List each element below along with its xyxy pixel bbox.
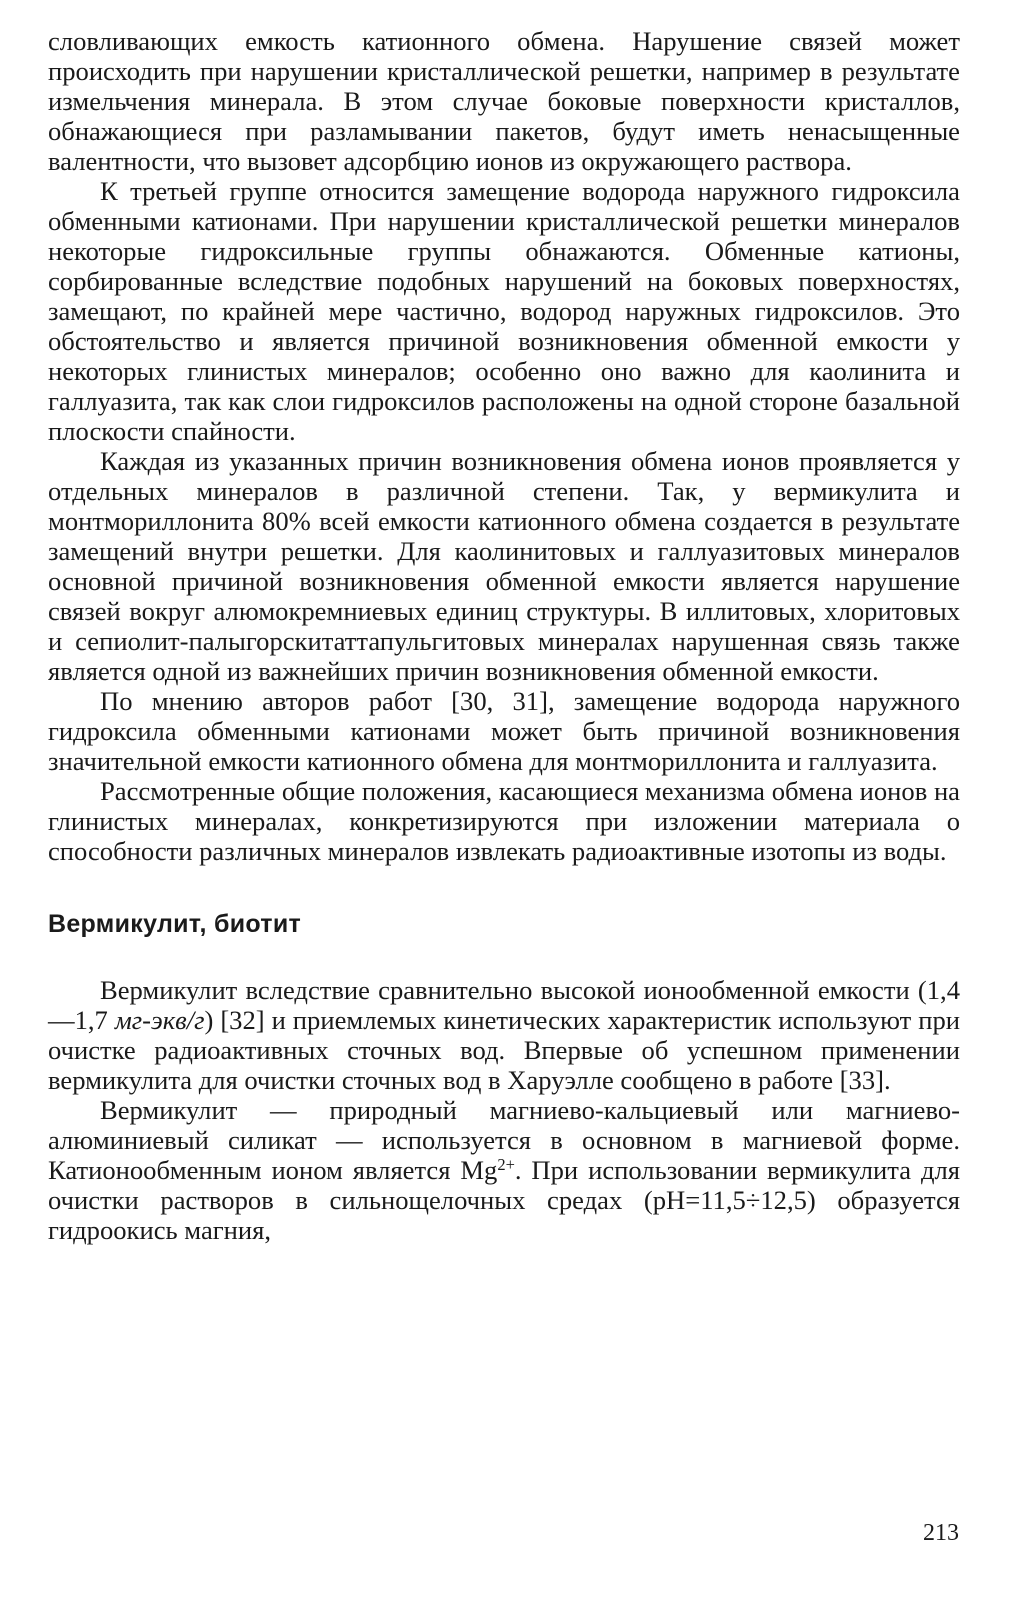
- paragraph-3: Каждая из указанных причин возникновения обмена ионов проявляется у отдельных минералов в различной степени. Так, у вермикулита и монтмориллонита 80% всей емкости катионного обмена создается в результате замещений внутри решетки. Для каолинитовых и галлуазитовых минералов основной причиной возникновения обменной емкости является нарушение связей вокруг алюмокремниевых единиц структуры. В иллитовых, хлоритовых и сепиолит-палыгорскитаттапульгитовых минералах нарушенная связь также является одной из важнейших причин возникновения обменной емкости.: [48, 446, 960, 686]
- paragraph-6-text-start: Вермикулит вследствие сравнительно высокой ионообменной емкости (1,4—1,7: [48, 975, 960, 1035]
- paragraph-2: К третьей группе относится замещение водорода наружного гидроксила обменными катионами. При нарушении кристаллической решетки минералов некоторые гидроксильные группы обнажаются. Обменные катионы, сорбированные вследствие подобных нарушений на боковых поверхностях, замещают, по крайней мере частично, водород наружных гидроксилов. Это обстоятельство и является причиной возникновения обменной емкости у некоторых глинистых минералов; особенно оно важно для каолинита и галлуазита, так как слои гидроксилов расположены на одной стороне базальной плоскости спайности.: [48, 176, 960, 446]
- paragraph-7-text-end: . При использовании вермикулита для очистки растворов в сильнощелочных средах (pH=11,5÷12,5) образуется гидроокись магния,: [48, 1155, 960, 1245]
- paragraph-5: Рассмотренные общие положения, касающиеся механизма обмена ионов на глинистых минералах, конкретизируются при изложении материала о способности различных минералов извлекать радиоактивные изотопы из воды.: [48, 776, 960, 866]
- unit-italic: мг-экв/г: [114, 1005, 205, 1035]
- page-number: 213: [923, 1520, 959, 1546]
- paragraph-6-text-end: ) [32] и приемлемых кинетических характеристик используют при очистке радиоактивных сточных вод. Впервые об успешном применении вермикулита для очистки сточных вод в Харуэлле сообщено в работе [33].: [48, 1005, 961, 1095]
- section-heading: Вермикулит, биотит: [48, 910, 302, 938]
- ion-charge-superscript: 2+: [497, 1154, 515, 1174]
- paragraph-6: [48, 975, 960, 1095]
- page-body: [48, 26, 960, 1245]
- paragraph-7: [48, 1095, 960, 1245]
- paragraph-4: По мнению авторов работ [30, 31], замещение водорода наружного гидроксила обменными катионами может быть причиной возникновения значительной емкости катионного обмена для монтмориллонита и галлуазита.: [48, 686, 960, 776]
- paragraph-7-text-start: Вермикулит — природный магниево-кальциевый или магниево-алюминиевый силикат — используется в основном в магниевой форме. Катионообменным ионом является Mg: [48, 1095, 960, 1185]
- paragraph-1: словливающих емкость катионного обмена. Нарушение связей может происходить при нарушении кристаллической решетки, например в результате измельчения минерала. В этом случае боковые поверхности кристаллов, обнажающиеся при разламывании пакетов, будут иметь ненасыщенные валентности, что вызовет адсорбцию ионов из окружающего раствора.: [48, 26, 960, 176]
